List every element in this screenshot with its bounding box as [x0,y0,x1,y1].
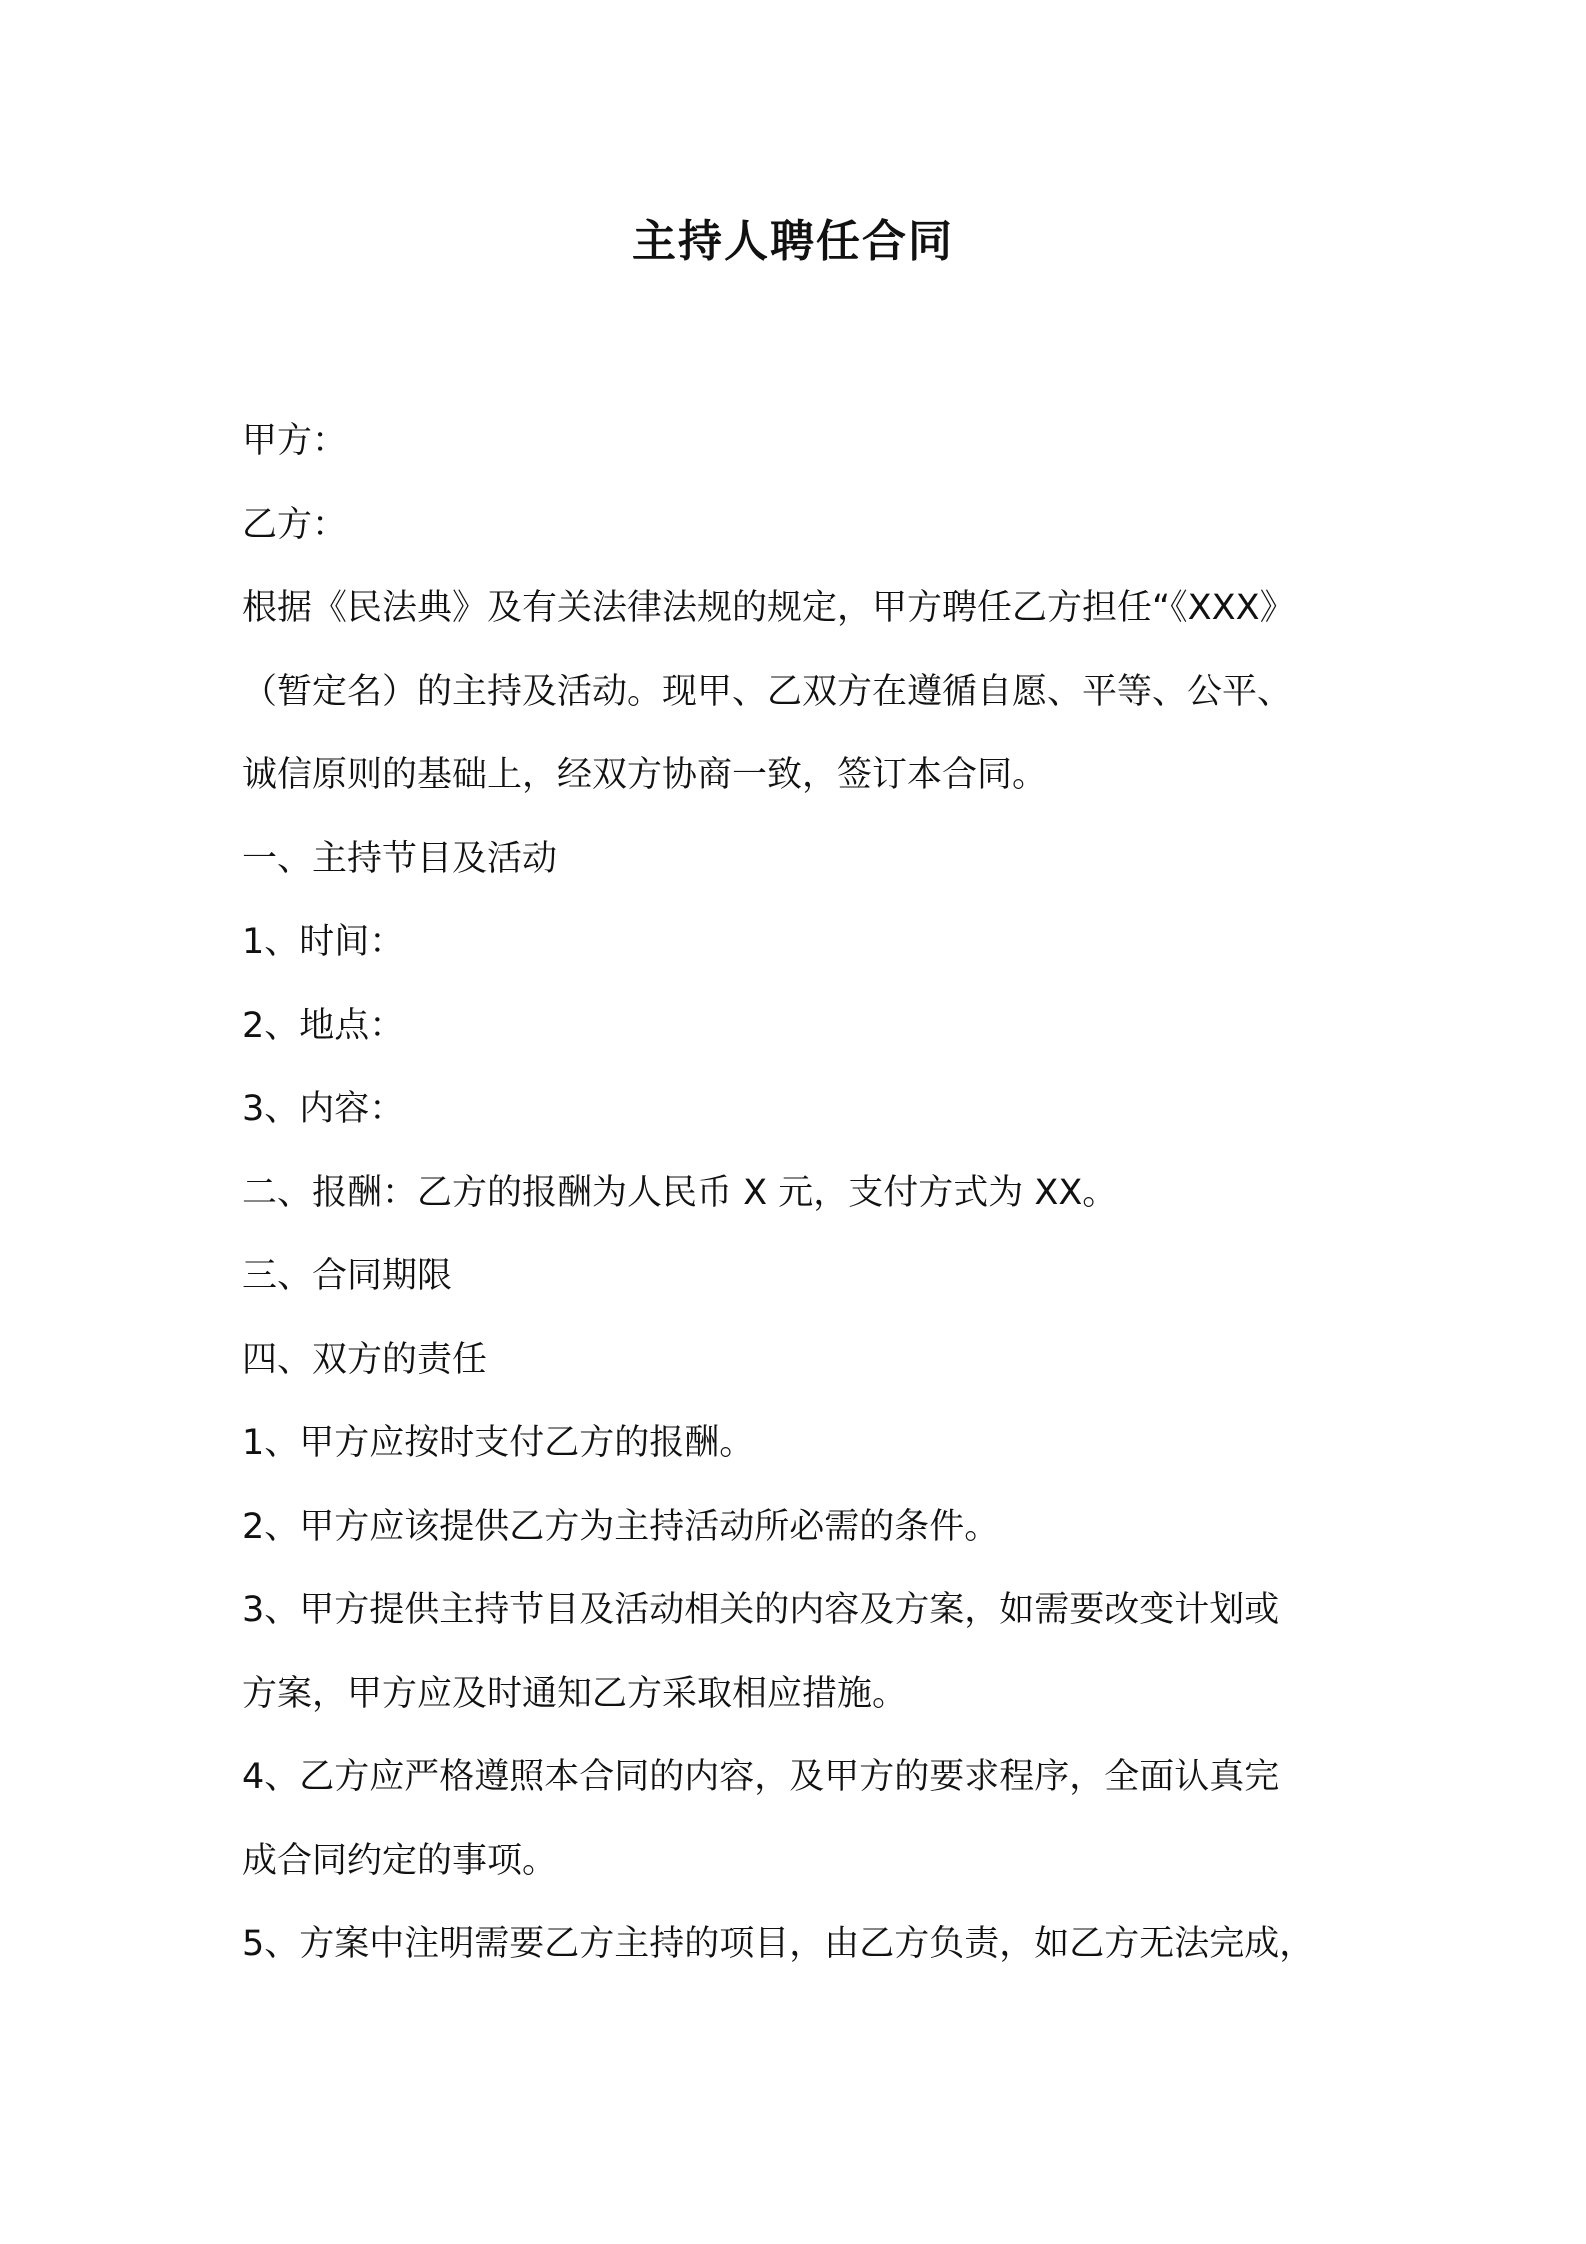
clause-line: 2、甲方应该提供乙方为主持活动所必需的条件。 [242,1506,1000,1547]
party-a-line: 甲方： [242,421,348,461]
clause-line: 2、地点： [242,1005,405,1046]
clause-line: 3、甲方提供主持节目及活动相关的内容及方案，如需要改变计划或 [242,1590,1280,1630]
section-heading: 二、报酬：乙方的报酬为人民币 X 元，支付方式为 XX。 [242,1172,1118,1213]
section-heading: 一、主持节目及活动 [242,838,558,879]
preamble-line: 诚信原则的基础上，经双方协商一致，签订本合同。 [242,755,1048,795]
clause-line: 1、时间： [242,922,405,962]
document-body [242,400,1354,1987]
section-heading: 四、双方的责任 [242,1339,488,1380]
clause-line: 5、方案中注明需要乙方主持的项目，由乙方负责，如乙方无法完成， [242,1924,1315,1964]
clause-line: 3、内容： [242,1089,405,1129]
clause-line: 1、甲方应按时支付乙方的报酬。 [242,1423,755,1463]
clause-line: 4、乙方应严格遵照本合同的内容，及甲方的要求程序，全面认真完 [242,1757,1280,1797]
preamble-line: （暂定名）的主持及活动。现甲、乙双方在遵循自愿、平等、公平、 [242,671,1293,712]
document-title: 主持人聘任合同 [632,216,954,267]
clause-line: 成合同约定的事项。 [242,1840,558,1881]
clause-line: 方案，甲方应及时通知乙方采取相应措施。 [242,1673,908,1714]
preamble-line: 根据《民法典》及有关法律法规的规定，甲方聘任乙方担任“《XXX》 [242,588,1295,628]
section-heading: 三、合同期限 [242,1256,453,1296]
party-b-line: 乙方： [242,504,348,545]
